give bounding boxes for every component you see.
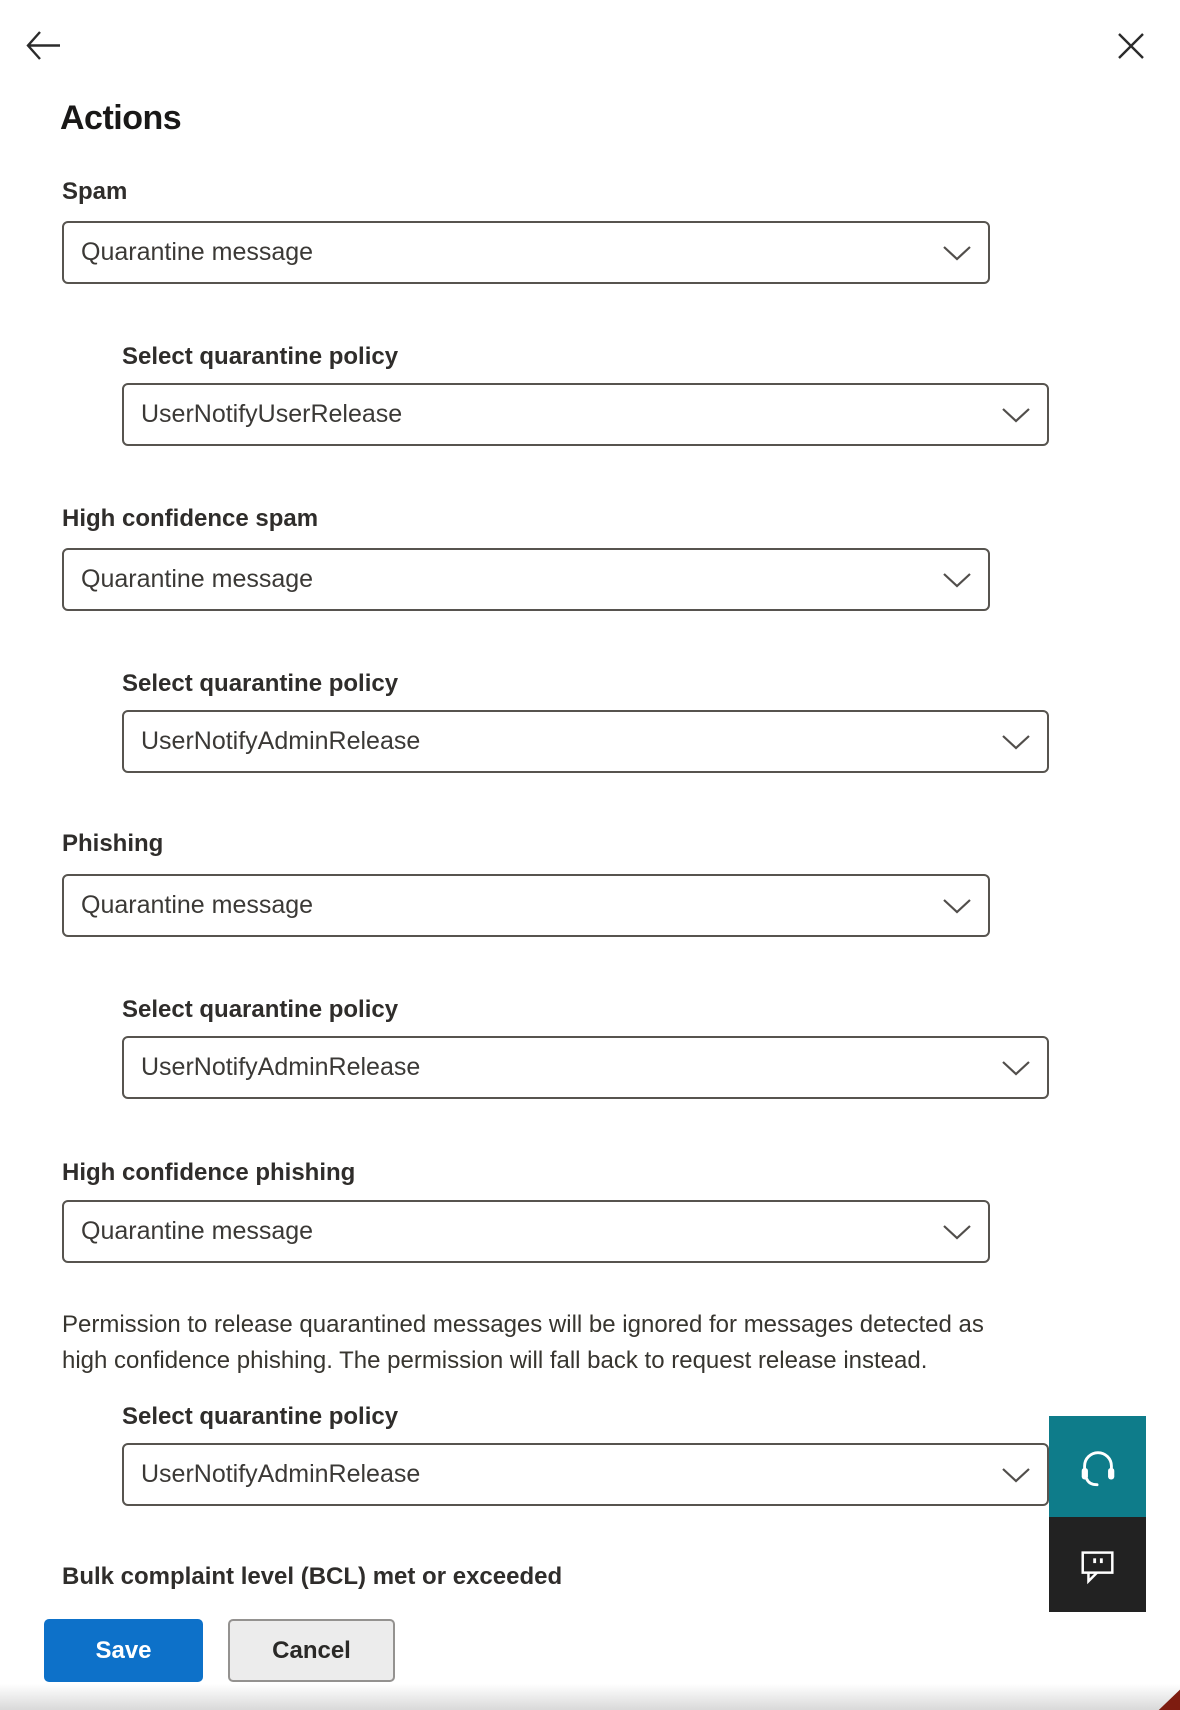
note-line: high confidence phishing. The permission will fall back to request release instead. [62, 1347, 928, 1374]
spam-action-value: Quarantine message [81, 238, 314, 266]
headset-icon [1075, 1444, 1121, 1490]
high-confidence-phishing-action-dropdown[interactable] [62, 1200, 990, 1263]
high-confidence-phishing-policy-dropdown[interactable] [122, 1443, 1049, 1506]
phishing-section-label: Phishing [62, 830, 164, 857]
save-button[interactable]: Save [44, 1619, 203, 1682]
chevron-down-icon [942, 898, 972, 914]
chevron-down-icon [942, 572, 972, 588]
feedback-button[interactable] [1049, 1517, 1146, 1612]
close-button[interactable] [1116, 31, 1146, 61]
arrow-left-icon [24, 29, 62, 63]
spam-action-dropdown[interactable] [62, 221, 990, 284]
high-confidence-spam-policy-value: UserNotifyAdminRelease [141, 727, 421, 755]
phishing-policy-label: Select quarantine policy [122, 996, 399, 1023]
chevron-down-icon [1001, 1060, 1031, 1076]
close-icon [1116, 31, 1146, 61]
chevron-down-icon [942, 245, 972, 261]
high-confidence-phishing-action-value: Quarantine message [81, 1217, 314, 1245]
bottom-edge-fade [0, 1684, 1180, 1710]
high-confidence-spam-policy-label: Select quarantine policy [122, 670, 399, 697]
feedback-chat-icon [1077, 1544, 1119, 1586]
spam-policy-dropdown[interactable] [122, 383, 1049, 446]
spam-section-label: Spam [62, 178, 128, 205]
high-confidence-spam-policy-dropdown[interactable] [122, 710, 1049, 773]
spam-policy-label: Select quarantine policy [122, 343, 399, 370]
phishing-action-dropdown[interactable] [62, 874, 990, 937]
high-confidence-phishing-policy-value: UserNotifyAdminRelease [141, 1460, 421, 1488]
bulk-complaint-heading: Bulk complaint level (BCL) met or exceeded [62, 1563, 563, 1590]
high-confidence-spam-section-label: High confidence spam [62, 505, 319, 532]
high-confidence-spam-action-dropdown[interactable] [62, 548, 990, 611]
high-confidence-phishing-policy-label: Select quarantine policy [122, 1403, 399, 1430]
high-confidence-phishing-section-label: High confidence phishing [62, 1159, 356, 1186]
cancel-button[interactable]: Cancel [228, 1619, 395, 1682]
phishing-policy-dropdown[interactable] [122, 1036, 1049, 1099]
page-title: Actions [60, 99, 182, 137]
back-button[interactable] [24, 29, 62, 63]
spam-policy-value: UserNotifyUserRelease [141, 400, 403, 428]
high-confidence-spam-action-value: Quarantine message [81, 565, 314, 593]
support-button[interactable] [1049, 1416, 1146, 1517]
chevron-down-icon [942, 1224, 972, 1240]
chevron-down-icon [1001, 734, 1031, 750]
note-line: Permission to release quarantined messages will be ignored for messages detected as [62, 1311, 984, 1338]
chevron-down-icon [1001, 407, 1031, 423]
chevron-down-icon [1001, 1467, 1031, 1483]
phishing-action-value: Quarantine message [81, 891, 314, 919]
high-confidence-phishing-note [62, 1307, 1132, 1379]
phishing-policy-value: UserNotifyAdminRelease [141, 1053, 421, 1081]
